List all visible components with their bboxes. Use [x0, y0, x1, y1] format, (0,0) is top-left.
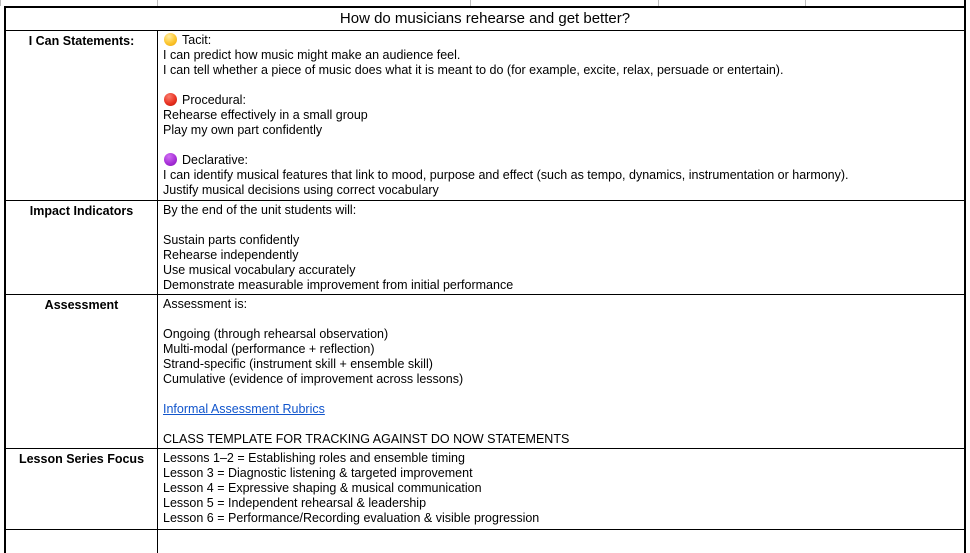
assessment-item: Ongoing (through rehearsal observation): [163, 327, 389, 341]
purple-circle-icon: [164, 153, 177, 166]
row-label-lesson-series-focus: Lesson Series Focus: [6, 449, 158, 529]
assessment-item: Cumulative (evidence of improvement across lessons): [163, 372, 464, 386]
informal-assessment-rubrics-link[interactable]: Informal Assessment Rubrics: [163, 402, 325, 416]
assessment-content: [158, 295, 964, 448]
grid-tick: [0, 0, 1, 6]
declarative-statement: I can identify musical features that link to mood, purpose and effect (such as tempo, dynamics, instrumentation or harmony).: [163, 168, 849, 182]
tacit-statement: I can tell whether a piece of music does what it is meant to do (for example, excite, relax, persuade or entertain).: [163, 63, 784, 77]
lesson-focus-item: Lesson 6 = Performance/Recording evaluation & visible progression: [163, 511, 540, 525]
declarative-heading: [163, 153, 960, 168]
procedural-statement: Play my own part confidently: [163, 123, 323, 137]
lesson-focus-item: Lessons 1–2 = Establishing roles and ensemble timing: [163, 451, 465, 465]
yellow-circle-icon: [164, 33, 177, 46]
assessment-item: Multi-modal (performance + reflection): [163, 342, 375, 356]
row-label-assessment: Assessment: [6, 295, 158, 448]
row-label-i-can-statements: I Can Statements:: [6, 31, 158, 200]
class-template-note: CLASS TEMPLATE FOR TRACKING AGAINST DO NOW STATEMENTS: [163, 432, 570, 446]
spacer: [163, 78, 960, 93]
lesson-focus-item: Lesson 5 = Independent rehearsal & leadership: [163, 496, 427, 510]
spacer: [163, 417, 960, 432]
procedural-statement: Rehearse effectively in a small group: [163, 108, 368, 122]
red-circle-icon: [164, 93, 177, 106]
declarative-heading-label: Declarative:: [182, 153, 248, 167]
impact-indicator-item: Demonstrate measurable improvement from initial performance: [163, 278, 514, 292]
impact-indicator-item: Use musical vocabulary accurately: [163, 263, 356, 277]
procedural-heading-label: Procedural:: [182, 93, 246, 107]
row-lesson-series-focus: [6, 448, 964, 529]
impact-indicator-item: Sustain parts confidently: [163, 233, 300, 247]
rehearsal-unit-table: [4, 6, 966, 553]
declarative-statement: Justify musical decisions using correct vocabulary: [163, 183, 439, 197]
row-i-can-statements: [6, 30, 964, 200]
partial-label-cell: [6, 530, 158, 553]
row-impact-indicators: [6, 200, 964, 294]
row-label-impact-indicators: Impact Indicators: [6, 201, 158, 294]
assessment-item: Strand-specific (instrument skill + ensemble skill): [163, 357, 433, 371]
spacer: [163, 387, 960, 402]
row-partial-cutoff: [6, 529, 964, 553]
lesson-focus-item: Lesson 3 = Diagnostic listening & targeted improvement: [163, 466, 473, 480]
procedural-heading: [163, 93, 960, 108]
row-assessment: [6, 294, 964, 448]
lesson-focus-item: Lesson 4 = Expressive shaping & musical communication: [163, 481, 482, 495]
spacer: [163, 218, 960, 233]
partial-content-cell: [158, 530, 964, 553]
spacer: [163, 138, 960, 153]
tacit-statement: I can predict how music might make an audience feel.: [163, 48, 461, 62]
page-title: How do musicians rehearse and get better?: [339, 10, 631, 27]
impact-indicator-item: Rehearse independently: [163, 248, 299, 262]
tacit-heading-label: Tacit:: [182, 33, 212, 47]
impact-indicators-content: [158, 201, 964, 294]
title-row: [6, 8, 964, 30]
lesson-series-content: [158, 449, 964, 529]
assessment-intro: Assessment is:: [163, 297, 248, 311]
i-can-statements-content: [158, 31, 964, 200]
tacit-heading: [163, 33, 960, 48]
spacer: [163, 312, 960, 327]
impact-intro: By the end of the unit students will:: [163, 203, 357, 217]
